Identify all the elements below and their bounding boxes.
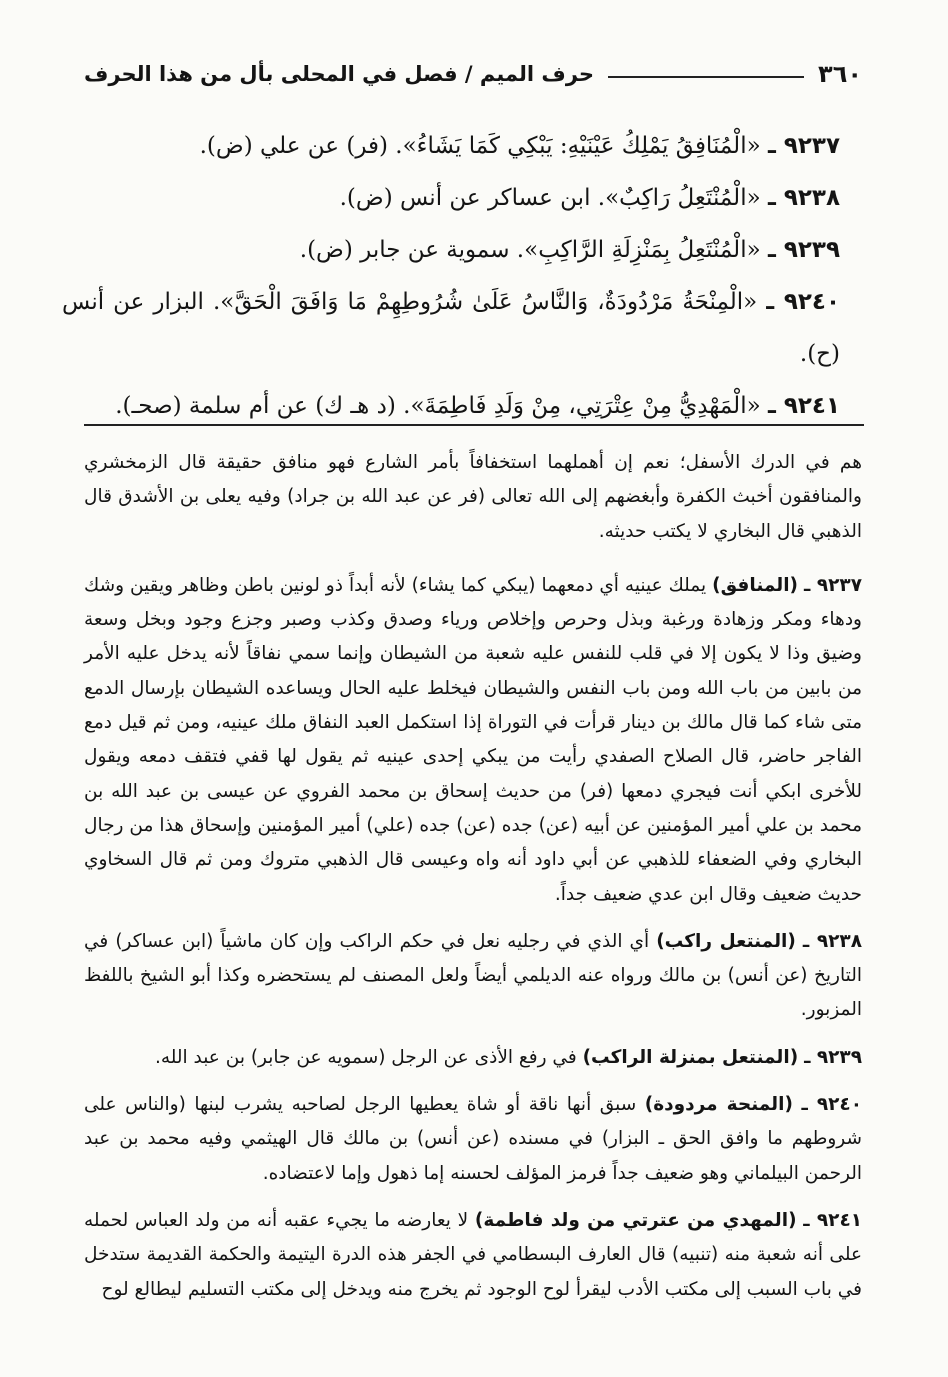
hadith-text: «الْمُنَافِقُ يَمْلِكُ عَيْنَيْهِ: يَبْكِي كَمَا يَشَاءُ». (فر) عن علي (ض).	[199, 133, 761, 159]
commentary-number: ٩٢٤٠ ـ	[801, 1094, 863, 1116]
hadith-number: ٩٢٤٠ ـ	[766, 289, 841, 315]
hadith-entry	[84, 120, 840, 172]
header-rule	[608, 76, 804, 78]
commentary-text: لا يعارضه ما يجيء عقبه أنه من ولد العباس لحمله على أنه شعبة منه (تنبيه) قال العارف البسطامي في الجفر هذه الدرة اليتيمة والحكمة القديمة ستدخل في باب السبب إلى مكتب الأدب ليقرأ لوح الوجود ثم يخرج منه ويدخل إلى مكتب التسليم ليطالع لوح	[84, 1209, 862, 1300]
commentary-lead: (المنافق)	[712, 574, 799, 596]
hadith-entry	[84, 224, 840, 276]
hadith-number: ٩٢٤١ ـ	[767, 393, 840, 419]
hadith-number: ٩٢٣٨ ـ	[767, 185, 840, 211]
commentary-lead: (المنحة مردودة)	[644, 1094, 793, 1116]
commentary-number: ٩٢٣٩ ـ	[804, 1046, 862, 1068]
page-number: ٣٦٠	[818, 60, 862, 88]
commentary-text: في رفع الأذى عن الرجل (سمويه عن جابر) بن عبد الله.	[154, 1046, 577, 1068]
hadith-entry	[62, 276, 840, 380]
hadith-text: «الْمُنْتَعِلُ بِمَنْزِلَةِ الرَّاكِبِ». سموية عن جابر (ض).	[299, 237, 761, 263]
commentary-text: يملك عينيه أي دمعهما (يبكي كما يشاء) لأنه أبداً ذو لونين باطن وظاهر ويقين وشك ودهاء ومكر وزهادة ورغبة وبذل وحرص وإخلاص ورياء وصدق وكذب وصبر وجزع وجود وبخل وسعة وضيق وذا لا يكون إلا في قلب للنفس عليه شعبة من الشيطان وإنما سمي نفاقاً لأنه يدخل عليه الأمر من بابين من باب الله ومن باب النفس والشيطان فيخلط عليه الحال ويساعده الشيطان بإرسال الدمع متى شاء كما قال مالك بن دينار قرأت في التوراة إذا استكمل العبد النفاق ملك عينيه، ومن ثم قيل دمع الفاجر حاضر، قال الصلاح الصفدي رأيت من يبكي إحدى عينيه ثم يقول لها قفي فتقف دمعه ويقول للأخرى ابكي أنت فيجري دمعها (فر) من حديث إسحاق بن محمد الفروي عن عيسى بن عبد الله بن محمد بن علي أمير المؤمنين عن أبيه (عن) جده (عن) جده (علي) أمير المؤمنين وإسحاق هذا من رجال البخاري وفي الضعفاء للذهبي عن أبي داود أنه واه وعيسى قال الذهبي متروك ومن ثم قال السخاوي حديث ضعيف وقال ابن عدي ضعيف جداً.	[84, 574, 862, 905]
page-header	[84, 58, 862, 90]
running-title: حرف الميم / فصل في المحلى بأل من هذا الحرف	[84, 62, 595, 86]
commentary-paragraph	[84, 1041, 862, 1075]
commentary-lead: (المهدي من عترتي من ولد فاطمة)	[474, 1209, 797, 1231]
commentary-paragraph	[84, 569, 862, 912]
hadith-text: «الْمُنْتَعِلُ رَاكِبٌ». ابن عساكر عن أنس (ض).	[339, 185, 761, 211]
hadith-number: ٩٢٣٧ ـ	[767, 133, 840, 159]
commentary-text: سبق أنها ناقة أو شاة يعطيها الرجل لصاحبه يشرب لبنها (والناس على شروطهم ما وافق الحق ـ البزار) في مسنده (عن أنس) بن مالك قال الهيثمي وفيه محمد بن عبد الرحمن البيلماني وهو ضعيف جداً فرمز المؤلف لحسنه إما ذهول وإما لاعتضاده.	[84, 1094, 862, 1184]
hadith-entry	[84, 172, 840, 224]
hadith-list	[62, 120, 841, 432]
commentary-text: أي الذي في رجليه نعل في حكم الراكب وإن كان ماشياً (ابن عساكر) في التاريخ (عن أنس) بن مالك ورواه عنه الديلمي أيضاً ولعل المصنف لم يستحضره وكذا أبو الشيخ باللفظ المزبور.	[84, 930, 862, 1021]
commentary-number: ٩٢٣٨ ـ	[802, 930, 862, 952]
commentary-paragraph	[84, 1088, 862, 1191]
hadith-number: ٩٢٣٩ ـ	[767, 237, 840, 263]
commentary-paragraph	[84, 925, 862, 1028]
commentary-lead: (المنتعل راكب)	[656, 930, 796, 952]
commentary-paragraph	[84, 1204, 862, 1307]
footnote-divider	[84, 424, 864, 426]
commentary-number: ٩٢٣٧ ـ	[803, 574, 863, 596]
commentary-intro: هم في الدرك الأسفل؛ نعم إن أهملهما استخفافاً بأمر الشارع فهو منافق حقيقة قال الزمخشري والمنافقون أخبث الكفرة وأبغضهم إلى الله تعالى (فر عن عبد الله بن جراد) وفيه يعلى بن الأشدق قال الذهبي قال البخاري لا يكتب حديثه.	[84, 452, 862, 542]
commentary-number: ٩٢٤١ ـ	[803, 1209, 863, 1231]
hadith-text: «الْمِنْحَةُ مَرْدُودَةٌ، وَالنَّاسُ عَلَىٰ شُرُوطِهِمْ مَا وَافَقَ الْحَقَّ». البزار عن أنس (ح).	[62, 289, 840, 367]
commentary-lead: (المنتعل بمنزلة الراكب)	[582, 1046, 799, 1068]
commentary	[84, 446, 862, 1320]
hadith-text: «الْمَهْدِيُّ مِنْ عِتْرَتِي، مِنْ وَلَدِ فَاطِمَةَ». (د هـ ك) عن أم سلمة (صحـ).	[115, 393, 761, 419]
